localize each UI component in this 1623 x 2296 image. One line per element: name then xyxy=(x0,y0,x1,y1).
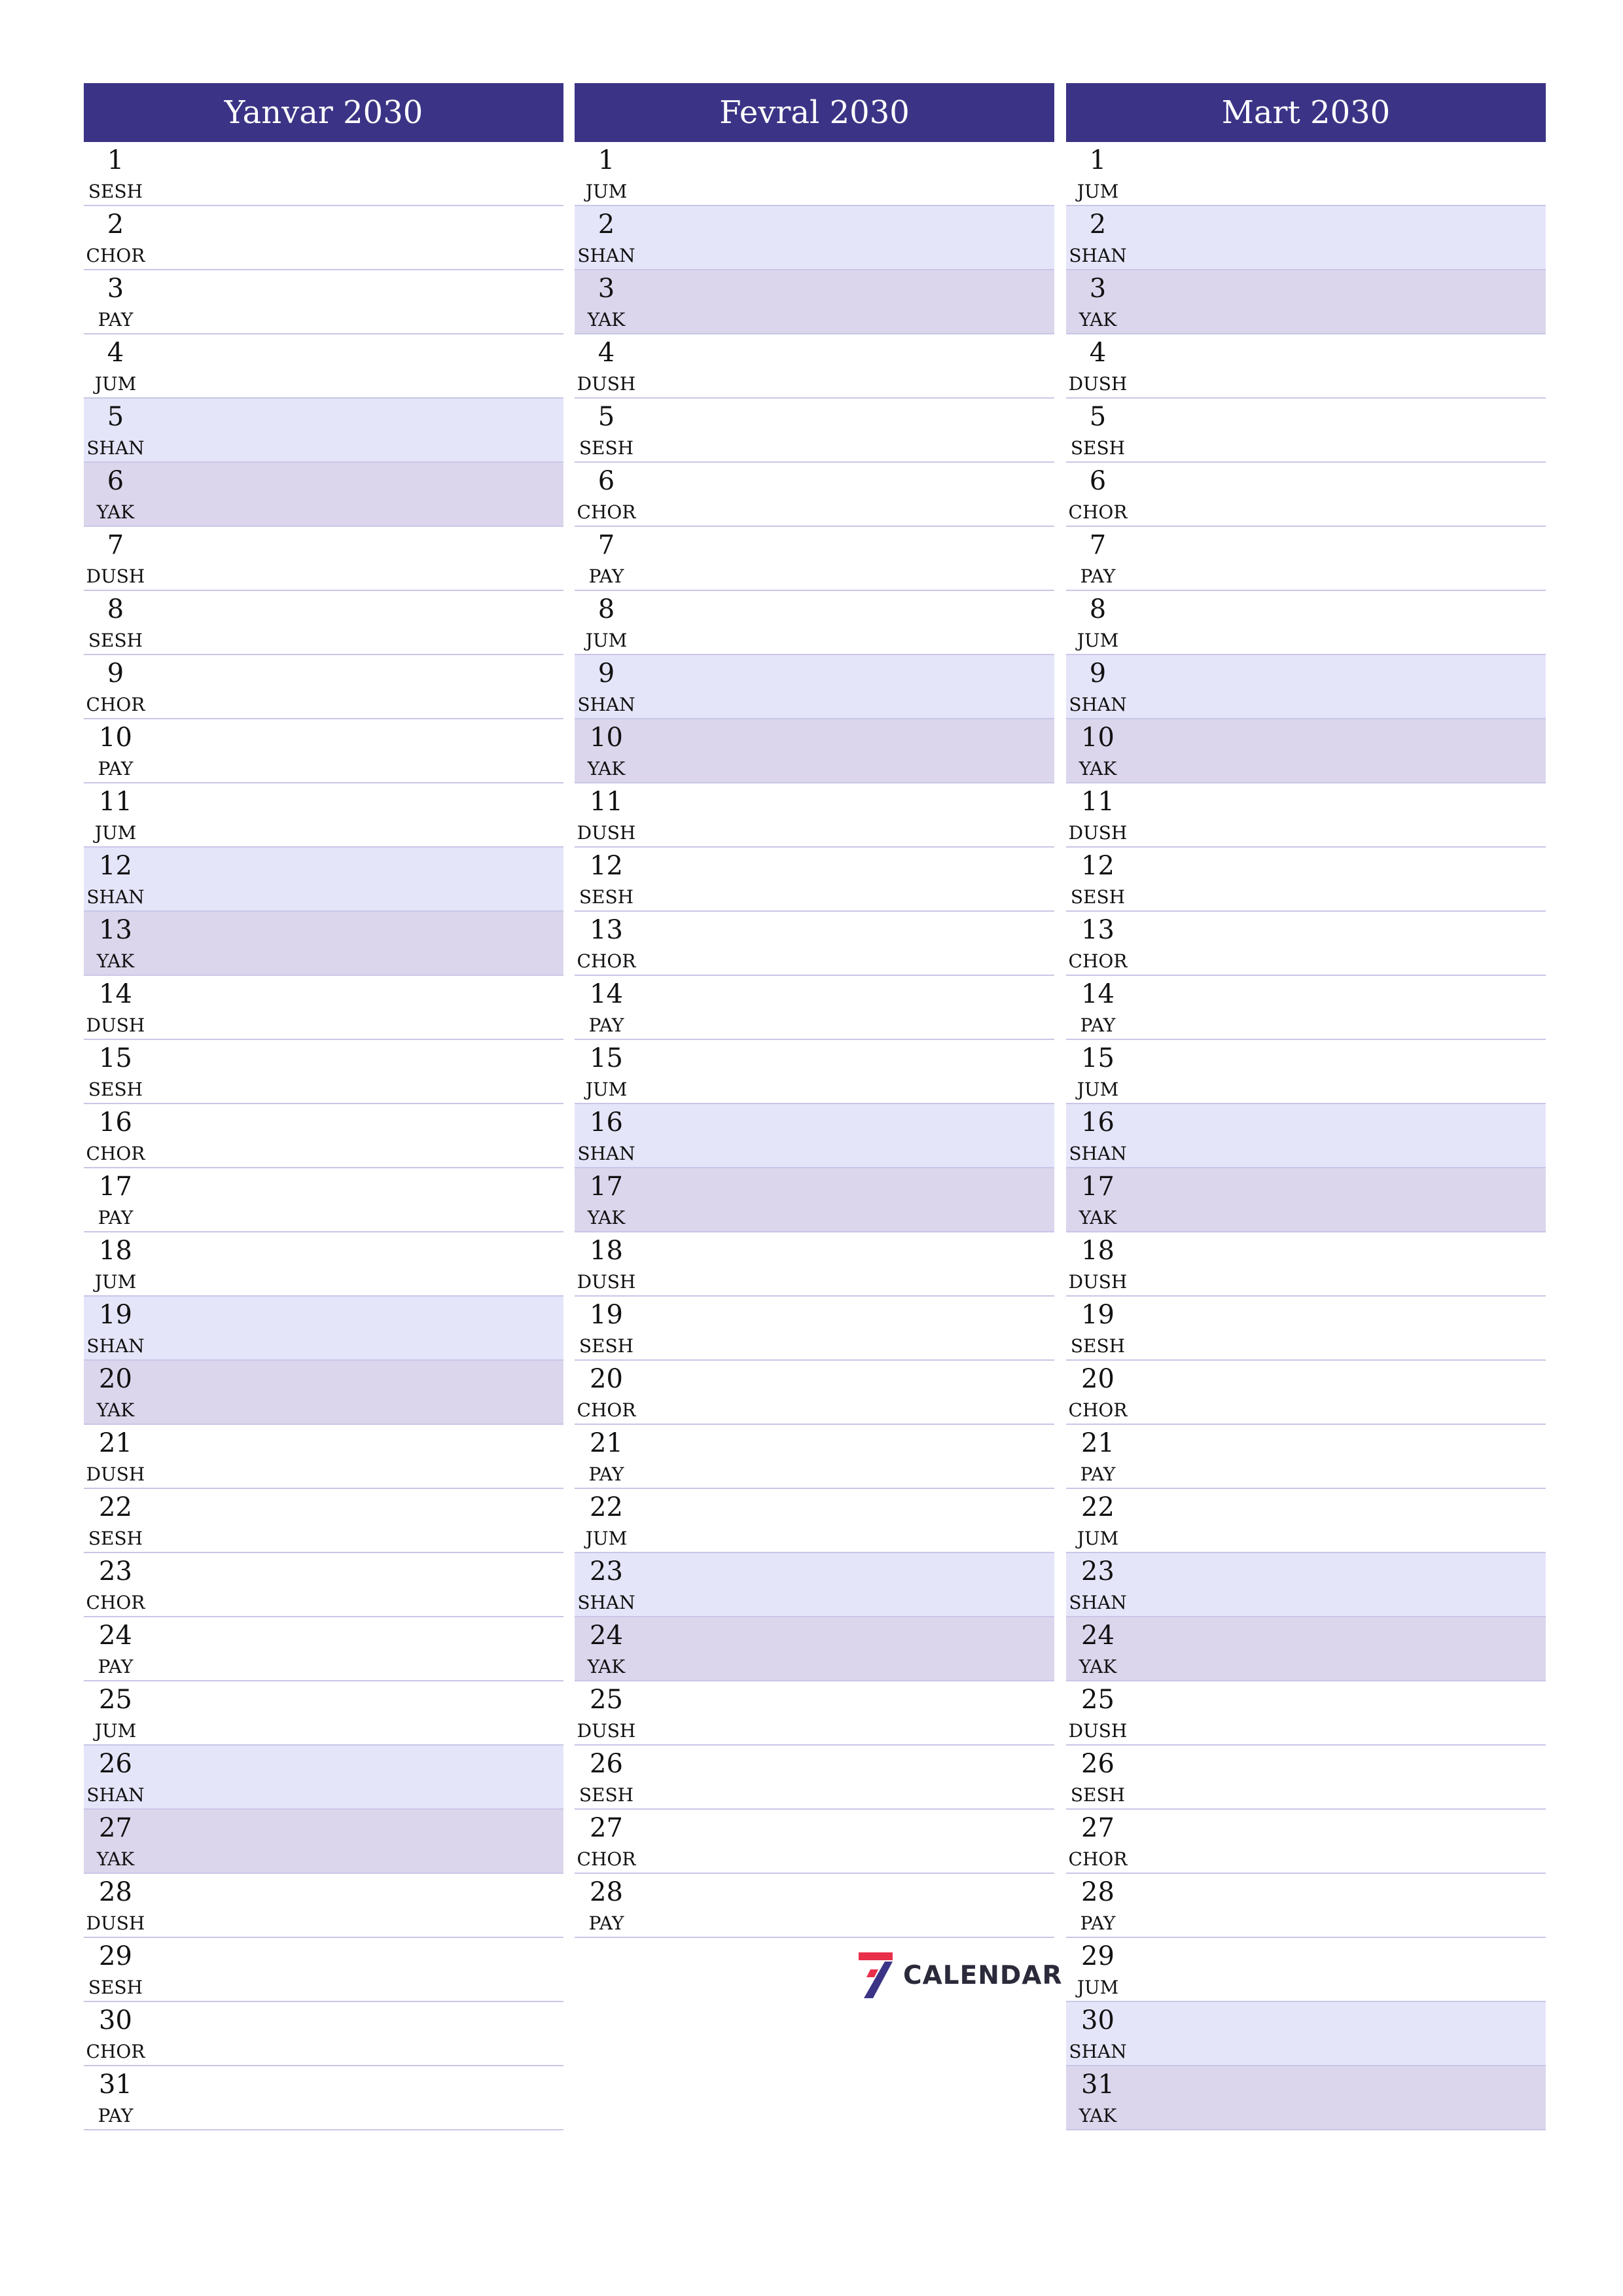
day-row xyxy=(1066,2002,1546,2066)
day-number: 12 xyxy=(590,851,623,881)
weekday-label: CHOR xyxy=(86,2041,145,2062)
weekday-label: CHOR xyxy=(1068,1399,1128,1421)
day-row xyxy=(84,1297,563,1361)
day-row xyxy=(84,719,563,783)
day-number: 21 xyxy=(590,1428,623,1458)
day-row xyxy=(1066,655,1546,719)
day-number: 17 xyxy=(590,1172,623,1202)
day-row xyxy=(84,1040,563,1104)
day-number: 30 xyxy=(99,2005,132,2036)
day-row xyxy=(1066,1810,1546,1874)
day-number: 4 xyxy=(107,338,124,368)
weekday-label: PAY xyxy=(588,1912,624,1934)
day-number: 25 xyxy=(590,1685,623,1715)
day-row xyxy=(1066,1681,1546,1746)
day-number: 16 xyxy=(590,1107,623,1138)
day-row xyxy=(575,976,1054,1040)
day-row xyxy=(84,1361,563,1425)
day-number: 15 xyxy=(590,1043,623,1073)
day-row xyxy=(84,1874,563,1938)
weekday-label: DUSH xyxy=(86,1463,145,1485)
weekday-label: CHOR xyxy=(1068,950,1128,972)
day-number: 25 xyxy=(99,1685,132,1715)
weekday-label: YAK xyxy=(96,501,135,523)
day-number: 19 xyxy=(1081,1300,1115,1330)
day-number: 11 xyxy=(99,787,132,817)
month-title: Yanvar 2030 xyxy=(224,94,423,131)
day-number: 16 xyxy=(99,1107,132,1138)
day-row xyxy=(84,1489,563,1553)
day-list xyxy=(1066,142,1546,2130)
day-number: 27 xyxy=(99,1813,132,1843)
day-row xyxy=(575,1553,1054,1617)
day-number: 26 xyxy=(99,1749,132,1779)
day-row xyxy=(575,655,1054,719)
day-number: 19 xyxy=(590,1300,623,1330)
weekday-label: YAK xyxy=(1079,2105,1117,2126)
day-number: 11 xyxy=(1081,787,1115,817)
day-number: 1 xyxy=(1089,145,1107,175)
weekday-label: SHAN xyxy=(86,437,145,459)
day-number: 1 xyxy=(597,145,615,175)
day-number: 5 xyxy=(107,402,124,432)
weekday-label: CHOR xyxy=(86,1592,145,1613)
day-number: 24 xyxy=(590,1621,623,1651)
day-row xyxy=(1066,1553,1546,1617)
month-column-march xyxy=(1066,83,1546,2130)
month-column-february xyxy=(575,83,1054,1938)
weekday-label: CHOR xyxy=(577,1848,636,1870)
day-number: 7 xyxy=(597,530,615,560)
day-number: 5 xyxy=(597,402,615,432)
day-list xyxy=(84,142,563,2130)
weekday-label: PAY xyxy=(98,2105,134,2126)
month-header xyxy=(1066,83,1546,142)
day-number: 6 xyxy=(107,466,124,496)
day-row xyxy=(84,783,563,848)
day-number: 15 xyxy=(99,1043,132,1073)
day-row xyxy=(575,1489,1054,1553)
day-row xyxy=(575,1104,1054,1168)
day-number: 3 xyxy=(107,274,124,304)
day-row xyxy=(84,463,563,527)
day-row xyxy=(1066,1617,1546,1681)
weekday-label: YAK xyxy=(587,758,626,780)
day-row xyxy=(1066,334,1546,399)
day-number: 13 xyxy=(1081,915,1115,945)
day-number: 17 xyxy=(99,1172,132,1202)
day-row xyxy=(84,1553,563,1617)
weekday-label: JUM xyxy=(1077,630,1119,651)
day-row xyxy=(1066,1361,1546,1425)
day-row xyxy=(84,1746,563,1810)
day-row xyxy=(84,591,563,655)
weekday-label: YAK xyxy=(1079,1656,1117,1677)
day-row xyxy=(84,912,563,976)
day-number: 13 xyxy=(99,915,132,945)
day-number: 3 xyxy=(1089,274,1107,304)
weekday-label: DUSH xyxy=(577,1271,636,1293)
weekday-label: SESH xyxy=(88,1977,143,1998)
day-number: 12 xyxy=(99,851,132,881)
day-number: 7 xyxy=(107,530,124,560)
day-number: 17 xyxy=(1081,1172,1115,1202)
day-row xyxy=(84,1938,563,2002)
weekday-label: SESH xyxy=(579,1784,634,1806)
day-number: 5 xyxy=(1089,402,1107,432)
day-number: 26 xyxy=(1081,1749,1115,1779)
day-number: 3 xyxy=(597,274,615,304)
weekday-label: SESH xyxy=(579,886,634,908)
weekday-label: SHAN xyxy=(86,1784,145,1806)
weekday-label: JUM xyxy=(1077,181,1119,202)
weekday-label: SESH xyxy=(88,630,143,651)
weekday-label: DUSH xyxy=(1068,1720,1128,1742)
day-row xyxy=(575,1297,1054,1361)
weekday-label: JUM xyxy=(1077,1977,1119,1998)
day-row xyxy=(84,1681,563,1746)
day-number: 15 xyxy=(1081,1043,1115,1073)
day-number: 14 xyxy=(99,979,132,1009)
day-number: 19 xyxy=(99,1300,132,1330)
weekday-label: YAK xyxy=(1079,1207,1117,1229)
weekday-label: SHAN xyxy=(577,694,635,715)
day-row xyxy=(84,1104,563,1168)
brand-logo xyxy=(856,1949,1063,2001)
day-row xyxy=(575,848,1054,912)
day-number: 24 xyxy=(99,1621,132,1651)
month-header xyxy=(84,83,563,142)
weekday-label: SHAN xyxy=(577,1592,635,1613)
day-row xyxy=(1066,1232,1546,1297)
weekday-label: JUM xyxy=(585,181,628,202)
day-row xyxy=(1066,1938,1546,2002)
weekday-label: SESH xyxy=(579,1335,634,1357)
day-number: 23 xyxy=(99,1556,132,1587)
day-row xyxy=(1066,527,1546,591)
day-list xyxy=(575,142,1054,1938)
day-row xyxy=(84,1168,563,1232)
day-row xyxy=(84,270,563,334)
day-row xyxy=(575,463,1054,527)
day-number: 22 xyxy=(590,1492,623,1522)
day-number: 24 xyxy=(1081,1621,1115,1651)
day-row xyxy=(1066,399,1546,463)
weekday-label: SESH xyxy=(1070,437,1126,459)
day-number: 22 xyxy=(1081,1492,1115,1522)
weekday-label: PAY xyxy=(98,1656,134,1677)
day-number: 20 xyxy=(99,1364,132,1394)
brand-text: CALENDAR xyxy=(903,1960,1063,1990)
day-row xyxy=(84,527,563,591)
day-row xyxy=(84,206,563,270)
day-row xyxy=(84,399,563,463)
day-row xyxy=(575,270,1054,334)
day-row xyxy=(575,1810,1054,1874)
day-number: 11 xyxy=(590,787,623,817)
day-row xyxy=(1066,2066,1546,2130)
day-row xyxy=(1066,270,1546,334)
day-number: 18 xyxy=(1081,1236,1115,1266)
day-row xyxy=(1066,1168,1546,1232)
weekday-label: SHAN xyxy=(1069,694,1127,715)
day-number: 20 xyxy=(590,1364,623,1394)
day-row xyxy=(575,1617,1054,1681)
day-row xyxy=(1066,142,1546,206)
weekday-label: PAY xyxy=(98,758,134,780)
weekday-label: JUM xyxy=(585,1079,628,1100)
weekday-label: CHOR xyxy=(86,245,145,266)
weekday-label: DUSH xyxy=(1068,1271,1128,1293)
day-row xyxy=(84,655,563,719)
weekday-label: PAY xyxy=(1080,565,1116,587)
day-number: 20 xyxy=(1081,1364,1115,1394)
month-header xyxy=(575,83,1054,142)
weekday-label: JUM xyxy=(94,1720,137,1742)
weekday-label: SESH xyxy=(88,181,143,202)
day-number: 31 xyxy=(99,2070,132,2100)
day-row xyxy=(575,1361,1054,1425)
day-row xyxy=(1066,206,1546,270)
day-number: 21 xyxy=(99,1428,132,1458)
day-row xyxy=(575,334,1054,399)
weekday-label: SESH xyxy=(579,437,634,459)
weekday-label: CHOR xyxy=(86,1143,145,1164)
day-number: 26 xyxy=(590,1749,623,1779)
day-row xyxy=(1066,912,1546,976)
weekday-label: CHOR xyxy=(1068,501,1128,523)
day-number: 29 xyxy=(99,1941,132,1971)
day-number: 23 xyxy=(1081,1556,1115,1587)
weekday-label: CHOR xyxy=(577,950,636,972)
weekday-label: SHAN xyxy=(86,1335,145,1357)
day-number: 12 xyxy=(1081,851,1115,881)
day-row xyxy=(1066,1040,1546,1104)
day-number: 29 xyxy=(1081,1941,1115,1971)
weekday-label: SHAN xyxy=(1069,1143,1127,1164)
day-row xyxy=(575,1040,1054,1104)
day-row xyxy=(1066,1104,1546,1168)
weekday-label: DUSH xyxy=(86,1014,145,1036)
day-row xyxy=(1066,783,1546,848)
day-row xyxy=(1066,1874,1546,1938)
day-row xyxy=(84,2002,563,2066)
day-row xyxy=(575,142,1054,206)
day-row xyxy=(1066,1746,1546,1810)
day-number: 18 xyxy=(590,1236,623,1266)
day-number: 7 xyxy=(1089,530,1107,560)
day-row xyxy=(575,1425,1054,1489)
weekday-label: SHAN xyxy=(577,1143,635,1164)
weekday-label: SESH xyxy=(1070,1335,1126,1357)
weekday-label: CHOR xyxy=(1068,1848,1128,1870)
weekday-label: PAY xyxy=(588,1014,624,1036)
day-row xyxy=(575,1874,1054,1938)
weekday-label: DUSH xyxy=(86,1912,145,1934)
month-column-january xyxy=(84,83,563,2130)
weekday-label: JUM xyxy=(585,630,628,651)
day-row xyxy=(84,2066,563,2130)
day-row xyxy=(575,1168,1054,1232)
day-row xyxy=(575,783,1054,848)
day-number: 22 xyxy=(99,1492,132,1522)
day-number: 31 xyxy=(1081,2070,1115,2100)
day-row xyxy=(575,1746,1054,1810)
weekday-label: YAK xyxy=(587,1656,626,1677)
day-row xyxy=(1066,1489,1546,1553)
day-number: 9 xyxy=(107,658,124,689)
weekday-label: PAY xyxy=(98,1207,134,1229)
month-title: Fevral 2030 xyxy=(719,94,910,131)
weekday-label: PAY xyxy=(1080,1463,1116,1485)
day-number: 4 xyxy=(1089,338,1107,368)
day-number: 1 xyxy=(107,145,124,175)
weekday-label: YAK xyxy=(587,1207,626,1229)
day-number: 30 xyxy=(1081,2005,1115,2036)
day-number: 8 xyxy=(597,594,615,624)
weekday-label: DUSH xyxy=(577,822,636,844)
weekday-label: SESH xyxy=(88,1528,143,1549)
day-row xyxy=(84,1617,563,1681)
day-row xyxy=(575,206,1054,270)
day-row xyxy=(575,719,1054,783)
weekday-label: SESH xyxy=(88,1079,143,1100)
day-number: 14 xyxy=(1081,979,1115,1009)
day-row xyxy=(84,848,563,912)
weekday-label: SHAN xyxy=(1069,245,1127,266)
day-number: 25 xyxy=(1081,1685,1115,1715)
day-number: 6 xyxy=(597,466,615,496)
weekday-label: CHOR xyxy=(577,501,636,523)
weekday-label: JUM xyxy=(94,822,137,844)
day-number: 4 xyxy=(597,338,615,368)
day-number: 6 xyxy=(1089,466,1107,496)
weekday-label: SESH xyxy=(1070,886,1126,908)
weekday-label: YAK xyxy=(587,309,626,331)
seven-logo-icon xyxy=(856,1951,895,2000)
day-number: 28 xyxy=(99,1877,132,1907)
day-row xyxy=(1066,976,1546,1040)
day-number: 10 xyxy=(1081,723,1115,753)
weekday-label: PAY xyxy=(588,1463,624,1485)
weekday-label: JUM xyxy=(94,1271,137,1293)
day-number: 8 xyxy=(107,594,124,624)
weekday-label: PAY xyxy=(98,309,134,331)
weekday-label: JUM xyxy=(1077,1079,1119,1100)
weekday-label: PAY xyxy=(1080,1014,1116,1036)
day-number: 28 xyxy=(1081,1877,1115,1907)
weekday-label: YAK xyxy=(1079,758,1117,780)
calendar-sheet xyxy=(84,83,1546,2178)
day-row xyxy=(1066,463,1546,527)
weekday-label: DUSH xyxy=(86,565,145,587)
day-number: 2 xyxy=(597,209,615,240)
weekday-label: PAY xyxy=(1080,1912,1116,1934)
weekday-label: YAK xyxy=(1079,309,1117,331)
weekday-label: CHOR xyxy=(86,694,145,715)
day-number: 18 xyxy=(99,1236,132,1266)
day-number: 9 xyxy=(597,658,615,689)
weekday-label: YAK xyxy=(96,1399,135,1421)
day-row xyxy=(575,527,1054,591)
month-title: Mart 2030 xyxy=(1221,94,1391,131)
day-number: 2 xyxy=(1089,209,1107,240)
day-number: 16 xyxy=(1081,1107,1115,1138)
day-row xyxy=(84,142,563,206)
weekday-label: CHOR xyxy=(577,1399,636,1421)
day-number: 10 xyxy=(590,723,623,753)
day-row xyxy=(1066,719,1546,783)
weekday-label: SHAN xyxy=(577,245,635,266)
day-row xyxy=(575,912,1054,976)
day-row xyxy=(84,334,563,399)
day-number: 2 xyxy=(107,209,124,240)
day-row xyxy=(1066,1425,1546,1489)
weekday-label: SHAN xyxy=(1069,1592,1127,1613)
day-row xyxy=(575,1681,1054,1746)
day-row xyxy=(84,1425,563,1489)
weekday-label: DUSH xyxy=(577,373,636,395)
day-row xyxy=(575,399,1054,463)
day-number: 27 xyxy=(590,1813,623,1843)
day-row xyxy=(575,591,1054,655)
day-row xyxy=(1066,848,1546,912)
day-row xyxy=(1066,1297,1546,1361)
day-row xyxy=(575,1232,1054,1297)
day-row xyxy=(1066,591,1546,655)
weekday-label: YAK xyxy=(96,1848,135,1870)
day-number: 10 xyxy=(99,723,132,753)
weekday-label: DUSH xyxy=(1068,373,1128,395)
day-number: 13 xyxy=(590,915,623,945)
weekday-label: SESH xyxy=(1070,1784,1126,1806)
day-number: 28 xyxy=(590,1877,623,1907)
day-number: 8 xyxy=(1089,594,1107,624)
day-number: 21 xyxy=(1081,1428,1115,1458)
day-number: 14 xyxy=(590,979,623,1009)
weekday-label: PAY xyxy=(588,565,624,587)
weekday-label: SHAN xyxy=(1069,2041,1127,2062)
day-number: 27 xyxy=(1081,1813,1115,1843)
day-number: 23 xyxy=(590,1556,623,1587)
day-row xyxy=(84,1810,563,1874)
weekday-label: SHAN xyxy=(86,886,145,908)
day-row xyxy=(84,976,563,1040)
day-number: 9 xyxy=(1089,658,1107,689)
weekday-label: JUM xyxy=(585,1528,628,1549)
weekday-label: DUSH xyxy=(577,1720,636,1742)
weekday-label: YAK xyxy=(96,950,135,972)
weekday-label: JUM xyxy=(1077,1528,1119,1549)
weekday-label: JUM xyxy=(94,373,137,395)
weekday-label: DUSH xyxy=(1068,822,1128,844)
day-row xyxy=(84,1232,563,1297)
